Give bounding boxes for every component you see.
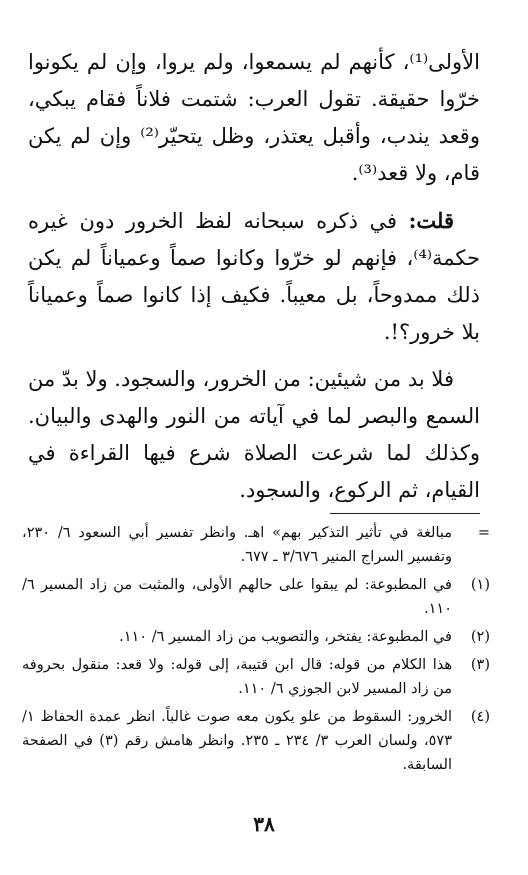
footnote-mark: (١) [470, 577, 490, 593]
footnote-text: الخرور: السقوط من علو يكون معه صوت غالباً. انظر عمدة الحفاظ ١/ ٥٧٣، ولسان العرب ٣/ ٢٣٤ ـ ٢٣٥. وانظر هامش رقم (٣) في الصفحة السابقة. [22, 709, 452, 773]
main-text [28, 44, 480, 509]
paragraph-1-text: الأولى⁽¹⁾، كأنهم لم يسمعوا، ولم يروا، وإن لم يكونوا خرّوا حقيقة. تقول العرب: شتمت فلاناً فقام يبكي، وقعد يندب، وأقبل يعتذر، وظل يتحيّر⁽²⁾ وإن لم يكن قام، ولا قعد⁽³⁾. [28, 50, 480, 185]
footnote-mark: (٣) [470, 657, 490, 673]
paragraph-1 [28, 44, 480, 192]
footnote-mark: = [477, 525, 490, 541]
footnote-1 [22, 573, 490, 621]
footnote-text: في المطبوعة: يفتخر، والتصويب من زاد المسير ٦/ ١١٠. [119, 629, 452, 645]
footnote-mark: (٢) [470, 629, 490, 645]
page-number: ٣٨ [253, 812, 275, 836]
footnote-text: مبالغة في تأثير التذكير بهم» اهـ. وانظر تفسير أبي السعود ٦/ ٢٣٠، وتفسير السراج المنير ٣/٦٧٦ ـ ٦٧٧. [22, 525, 453, 565]
paragraph-2-text: في ذكره سبحانه لفظ الخرور دون غيره حكمة⁽⁴⁾، فإنهم لو خرّوا وكانوا صماً وعمياناً لم يكن ذلك ممدوحاً، بل معيباً. فكيف إذا كانوا صماً وعمياناً بلا خرور؟!. [28, 209, 480, 344]
footnote-text: هذا الكلام من قوله: قال ابن قتيبة، إلى قوله: ولا قعد: منقول بحروفه من زاد المسير لابن الجوزي ٦/ ١١٠. [22, 657, 452, 697]
footnote-mark: (٤) [470, 709, 490, 725]
footnote-text: في المطبوعة: لم يبقوا على حالهم الأولى، والمثبت من زاد المسير ٦/ ١١٠. [22, 577, 452, 617]
paragraph-3 [28, 361, 480, 509]
paragraph-2 [28, 202, 480, 351]
paragraph-2-lead: قلت: [408, 208, 454, 233]
footnote-continued [22, 521, 490, 569]
footnote-divider [330, 513, 480, 514]
paragraph-3-text: فلا بد من شيئين: من الخرور، والسجود. ولا بدّ من السمع والبصر لما في آياته من النور والهدى والبيان. وكذلك لما شرعت الصلاة شرع فيها القراءة في القيام، ثم الركوع، والسجود. [28, 367, 480, 502]
footnote-3 [22, 653, 490, 701]
footnote-4 [22, 705, 490, 777]
footnote-2 [22, 625, 490, 649]
footnotes [22, 521, 490, 781]
